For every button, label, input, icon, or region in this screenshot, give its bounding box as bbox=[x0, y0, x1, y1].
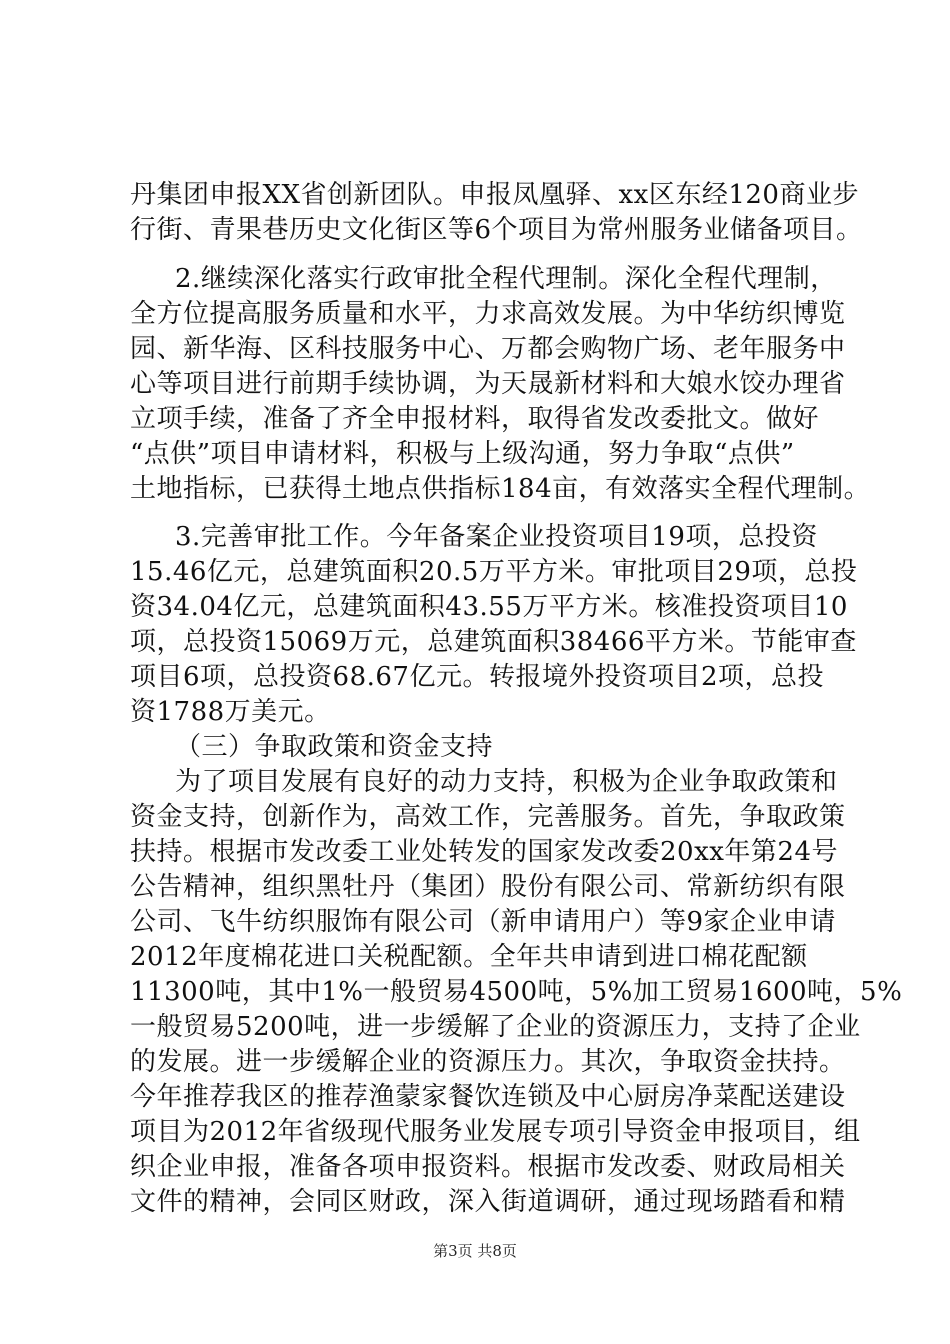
body-text-line: 公司、飞牛纺织服饰有限公司（新申请用户）等9家企业申请 bbox=[130, 907, 837, 937]
body-text-line: 资金支持，创新作为，高效工作，完善服务。首先，争取政策 bbox=[130, 802, 846, 832]
body-text-line: 园、新华海、区科技服务中心、万都会购物广场、老年服务中 bbox=[130, 334, 846, 364]
body-text-line: 文件的精神，会同区财政，深入街道调研，通过现场踏看和精 bbox=[130, 1187, 846, 1217]
body-text-line: 今年推荐我区的推荐渔蒙家餐饮连锁及中心厨房净菜配送建设 bbox=[130, 1082, 846, 1112]
section-heading: （三）争取政策和资金支持 bbox=[175, 732, 494, 762]
body-text-line: 的发展。进一步缓解企业的资源压力。其次，争取资金扶持。 bbox=[130, 1047, 846, 1077]
body-text-line: 织企业申报，准备各项申报资料。根据市发改委、财政局相关 bbox=[130, 1152, 846, 1182]
body-text-line: 资1788万美元。 bbox=[130, 697, 331, 727]
body-text-line: 11300吨，其中1%一般贸易4500吨，5%加工贸易1600吨，5% bbox=[130, 977, 903, 1007]
paragraph-2-first-line: 2.继续深化落实行政审批全程代理制。深化全程代理制， bbox=[175, 264, 837, 294]
body-text-line: “点供”项目申请材料，积极与上级沟通，努力争取“点供” bbox=[130, 439, 795, 469]
body-text-line: 公告精神，组织黑牡丹（集团）股份有限公司、常新纺织有限 bbox=[130, 872, 846, 902]
body-text-line: 项，总投资15069万元，总建筑面积38466平方米。节能审查 bbox=[130, 627, 857, 657]
body-text-line: 2012年度棉花进口关税配额。全年共申请到进口棉花配额 bbox=[130, 942, 808, 972]
body-text-line: 15.46亿元，总建筑面积20.5万平方米。审批项目29项，总投 bbox=[130, 557, 858, 587]
body-text-line: 丹集团申报XX省创新团队。申报凤凰驿、xx区东经120商业步 bbox=[130, 180, 859, 210]
page-number-footer: 第3页 共8页 bbox=[433, 1242, 517, 1260]
body-text-line: 立项手续，准备了齐全申报材料，取得省发改委批文。做好 bbox=[130, 404, 820, 434]
body-text-line: 全方位提高服务质量和水平，力求高效发展。为中华纺织博览 bbox=[130, 299, 846, 329]
body-text-line: 项目6项，总投资68.67亿元。转报境外投资项目2项，总投 bbox=[130, 662, 825, 692]
body-text-line: 一般贸易5200吨，进一步缓解了企业的资源压力，支持了企业 bbox=[130, 1012, 861, 1042]
body-text-line: 行街、青果巷历史文化街区等6个项目为常州服务业储备项目。 bbox=[130, 215, 863, 245]
paragraph-3-first-line: 3.完善审批工作。今年备案企业投资项目19项，总投资 bbox=[175, 522, 818, 552]
body-text-line: 心等项目进行前期手续协调，为天晟新材料和大娘水饺办理省 bbox=[130, 369, 846, 399]
body-text-line: 资34.04亿元，总建筑面积43.55万平方米。核准投资项目10 bbox=[130, 592, 848, 622]
paragraph-first-line: 为了项目发展有良好的动力支持，积极为企业争取政策和 bbox=[175, 767, 838, 797]
body-text-line: 土地指标，已获得土地点供指标184亩，有效落实全程代理制。 bbox=[130, 474, 871, 504]
body-text-line: 项目为2012年省级现代服务业发展专项引导资金申报项目，组 bbox=[130, 1117, 861, 1147]
body-text-line: 扶持。根据市发改委工业处转发的国家发改委20xx年第24号 bbox=[130, 837, 838, 867]
